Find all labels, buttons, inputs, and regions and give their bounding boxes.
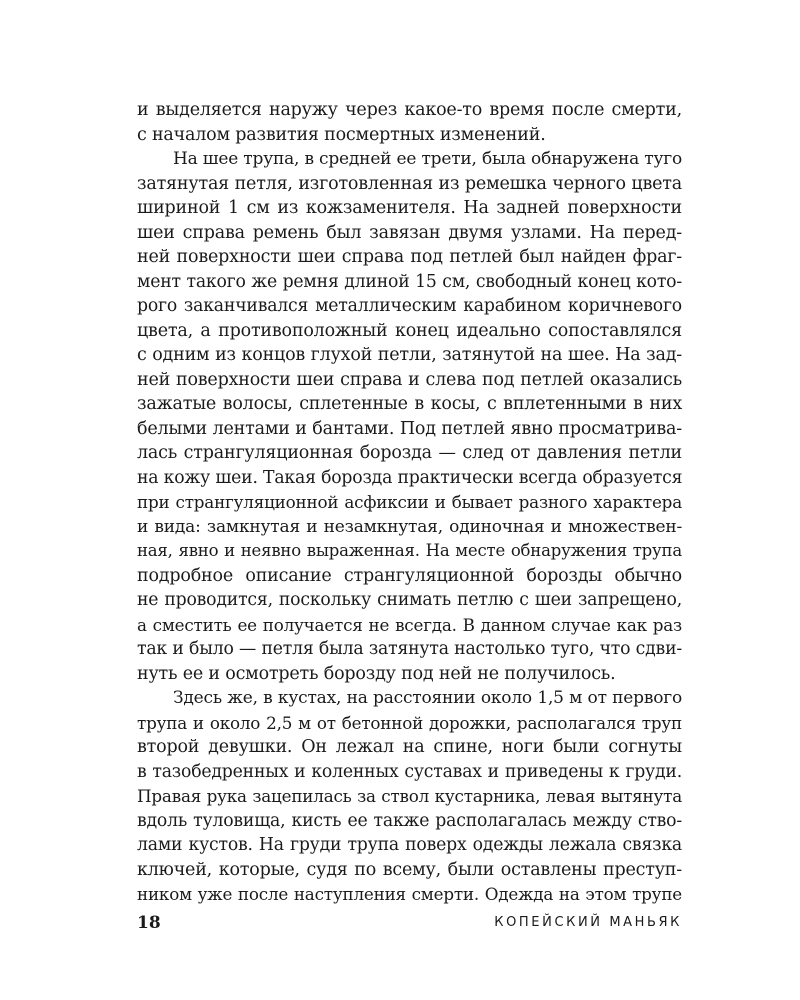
text-line: белыми лентами и бантами. Под петлей явно просматрива- [137,418,682,439]
text-line: ней поверхности шеи справа и слева под петлей оказались [137,369,682,390]
text-line: так и было — петля была затянута настолько туго, что сдви- [137,639,682,659]
text-line: ная, явно и неявно выраженная. На месте обнаружения трупа [137,541,682,560]
text-line: с началом развития посмертных изменений. [137,124,546,145]
text-line: зажатые волосы, сплетенные в косы, с вплетенными в них [137,394,682,414]
text-line: не проводится, поскольку снимать петлю с шеи запрещено, [137,590,682,610]
text-line: лась странгуляционная борозда — след от давления петли [137,443,682,463]
text-line: мент такого же ремня длиной 15 см, свободный конец кото- [137,271,682,292]
text-line: Правая рука зацепилась за ствол кустарника, левая вытянута [137,786,682,806]
text-line: лами кустов. На груди трупа поверх одежды лежала связка [137,835,682,855]
text-line: цвета, а противоположный конец идеально сопоставлялся [137,320,682,341]
text-line: ником уже после наступления смерти. Одежда на этом трупе [137,884,682,904]
text-line: трупа и около 2,5 м от бетонной дорожки, располагался труп [137,712,682,733]
text-line: шеи справа ремень был завязан двумя узлами. На перед- [137,222,682,243]
text-line: при странгуляционной асфиксии и бывает разного характера [137,492,682,512]
page-footer [137,911,682,935]
text-line: На шее трупа, в средней ее трети, была обнаружена туго [173,149,682,169]
text-line: подробное описание странгуляционной борозды обычно [137,565,682,586]
text-line: в тазобедренных и коленных суставах и приведены к груди. [137,761,682,782]
text-line: и вида: замкнутая и незамкнутая, одиночная и множествен- [137,516,682,537]
text-line: и выделяется наружу через какое-то время после смерти, [137,100,682,120]
text-line: затянутая петля, изготовленная из ремешка черного цвета [137,173,682,194]
text-line: шириной 1 см из кожзаменителя. На задней поверхности [137,198,682,218]
text-line: ней поверхности шеи справа под петлей был найден фраг- [137,247,682,267]
text-line: Здесь же, в кустах, на расстоянии около 1,5 м от первого [173,688,682,708]
text-line: ключей, которые, судя по всему, были оставлены преступ- [137,859,682,880]
text-line: на кожу шеи. Такая борозда практически всегда образуется [137,467,683,488]
page-body-text [137,98,682,907]
running-title: КОПЕЙСКИЙ МАНЬЯК [494,915,682,930]
text-line: второй девушки. Он лежал на спине, ноги были согнуты [137,737,682,757]
text-line: нуть ее и осмотреть борозду под ней не получилось. [137,663,616,684]
text-line: с одним из концов глухой петли, затянутой на шее. На зад- [137,345,682,365]
text-line: а сместить ее получается не всегда. В данном случае как раз [137,614,682,635]
text-line: рого заканчивался металлическим карабином коричневого [137,296,682,316]
page-number: 18 [137,913,161,933]
text-line: вдоль туловища, кисть ее также располагалась между ство- [137,810,682,831]
